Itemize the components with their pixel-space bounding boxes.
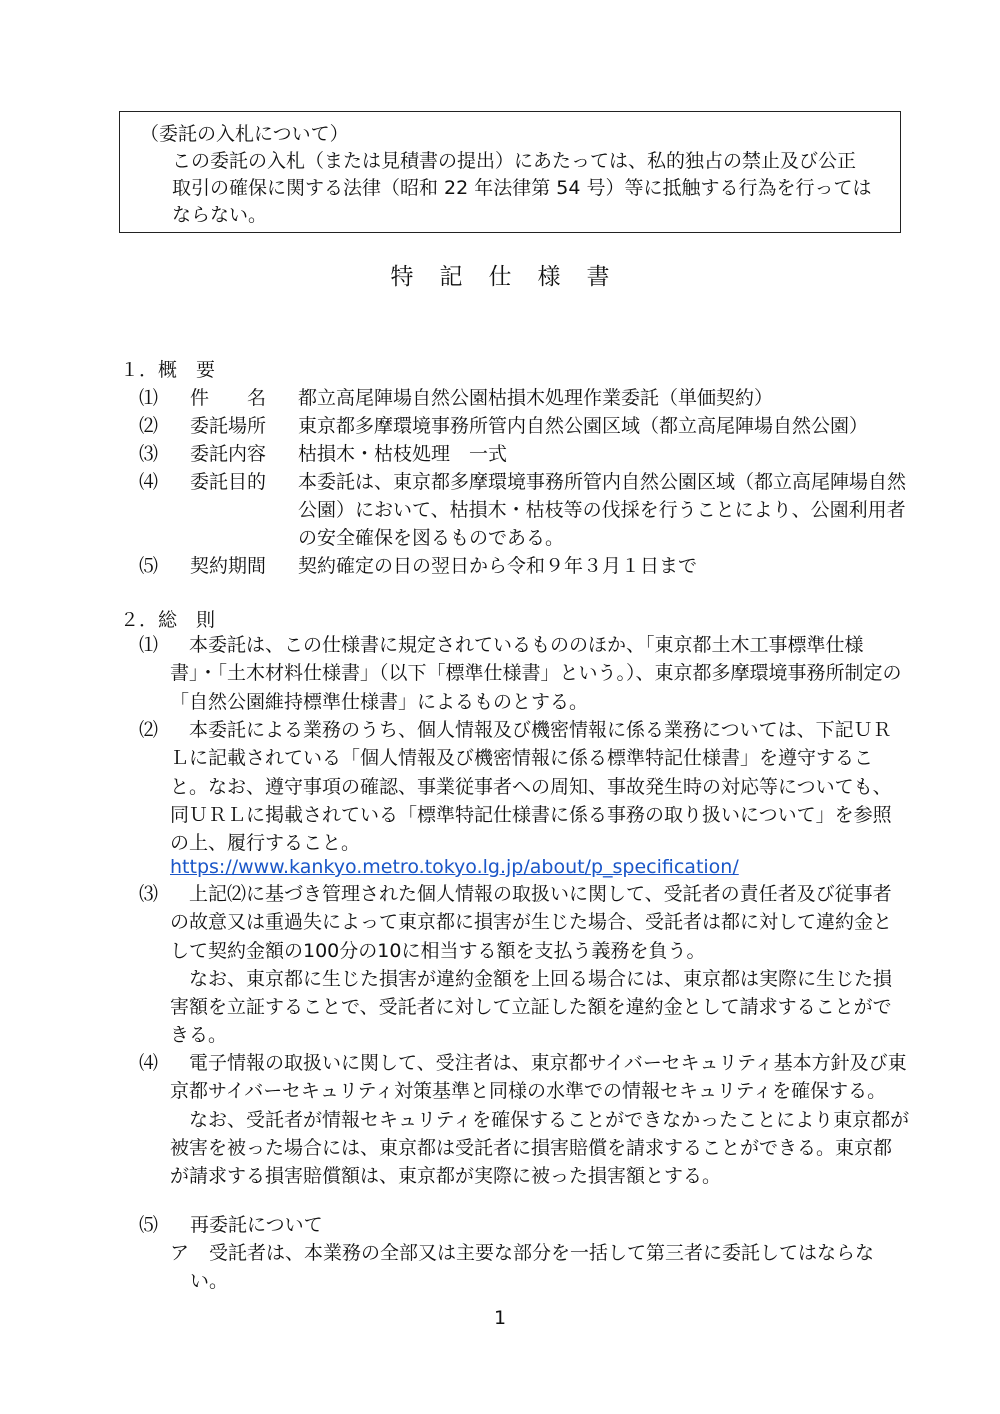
item-label: 契約期間 xyxy=(190,555,267,577)
item-number: ⑶ xyxy=(139,443,159,465)
para-number: ⑶ xyxy=(139,883,159,905)
item-label: 委託目的 xyxy=(190,471,267,493)
item-value: 枯損木・枯枝処理 一式 xyxy=(298,443,508,465)
section2-heading: ２．総 則 xyxy=(120,609,216,631)
general-rule-2 xyxy=(170,716,910,857)
general-rule-1 xyxy=(170,631,910,716)
paragraph-text: 受託者は、本業務の全部又は主要な部分を一括して第三者に委託してはならない。 xyxy=(190,1242,875,1293)
paragraph-text: 本委託は、この仕様書に規定されているもののほか、「東京都土木工事標準仕様書」・「土木材料仕様書」（以下「標準仕様書」という。）、東京都多摩環境事務所制定の「自然公園維持標準仕様書」によるものとする。 xyxy=(170,634,902,713)
paragraph-text: なお、受託者が情報セキュリティを確保することができなかったことにより東京都が被害を被った場合には、東京都は受託者に損害賠償を請求することができる。東京都が請求する損害賠償額は、東京都が実際に被った損害額とする。 xyxy=(170,1108,910,1188)
specification-url-link[interactable]: https://www.kankyo.metro.tokyo.lg.jp/about/p_specification/ xyxy=(170,856,739,878)
para-number: ⑷ xyxy=(139,1052,159,1074)
general-rule-4 xyxy=(170,1049,910,1190)
section1-heading: １．概 要 xyxy=(120,359,216,381)
page-number: 1 xyxy=(493,1307,507,1329)
item-number: ⑷ xyxy=(139,471,159,493)
item-number: ⑸ xyxy=(139,555,159,577)
notice-heading: （委託の入札について） xyxy=(140,123,349,145)
item-value: 都立高尾陣場自然公園枯損木処理作業委託（単価契約） xyxy=(298,387,774,409)
general-rule-3 xyxy=(170,880,910,1050)
item-label: 委託内容 xyxy=(190,443,267,465)
document-title: 特記仕様書 xyxy=(390,264,636,290)
para-number: ⑴ xyxy=(139,634,159,656)
paragraph-text: 本委託による業務のうち、個人情報及び機密情報に係る業務については、下記ＵＲＬに記載されている「個人情報及び機密情報に係る標準特記仕様書」を遵守すること。なお、遵守事項の確認、事業従事者への周知、事故発生時の対応等についても、同ＵＲＬに掲載されている「標準特記仕様書に係る事務の取り扱いについて」を参照の上、履行すること。 xyxy=(170,719,892,855)
item-value: 東京都多摩環境事務所管内自然公園区域（都立高尾陣場自然公園） xyxy=(298,415,869,437)
notice-text: この委託の入札（または見積書の提出）にあたっては、私的独占の禁止及び公正取引の確保に関する法律（昭和 22 年法律第 54 号）等に抵触する行為を行ってはならない。 xyxy=(172,150,872,226)
item-number: ⑴ xyxy=(139,387,159,409)
paragraph-text: なお、東京都に生じた損害が違約金額を上回る場合には、東京都は実際に生じた損害額を立証することで、受託者に対して立証した額を違約金として請求することができる。 xyxy=(170,967,893,1047)
item-value: 本委託は、東京都多摩環境事務所管内自然公園区域（都立高尾陣場自然公園）において、枯損木・枯枝等の伐採を行うことにより、公園利用者の安全確保を図るものである。 xyxy=(298,471,907,549)
item-label: 委託場所 xyxy=(190,415,267,437)
item-number: ⑵ xyxy=(139,415,159,437)
subcontract-item-a xyxy=(190,1239,910,1296)
paragraph-text: 電子情報の取扱いに関して、受注者は、東京都サイバーセキュリティ基本方針及び東京都サイバーセキュリティ対策基準と同様の水準での情報セキュリティを確保する。 xyxy=(170,1052,907,1103)
sub-item-marker: ア xyxy=(170,1242,190,1264)
item-label: 件 名 xyxy=(190,387,267,409)
para-number: ⑸ xyxy=(139,1214,159,1236)
bidding-notice-box xyxy=(119,111,901,233)
paragraph-text: 上記⑵に基づき管理された個人情報の取扱いに関して、受託者の責任者及び従事者の故意又は重過失によって東京都に損害が生じた場合、受託者は都に対して違約金として契約金額の100分の10に相当する額を支払う義務を負う。 xyxy=(170,883,893,962)
subcontract-heading: 再委託について xyxy=(190,1214,323,1236)
para-number: ⑵ xyxy=(139,719,159,741)
item-value: 契約確定の日の翌日から令和９年３月１日まで xyxy=(298,555,698,577)
